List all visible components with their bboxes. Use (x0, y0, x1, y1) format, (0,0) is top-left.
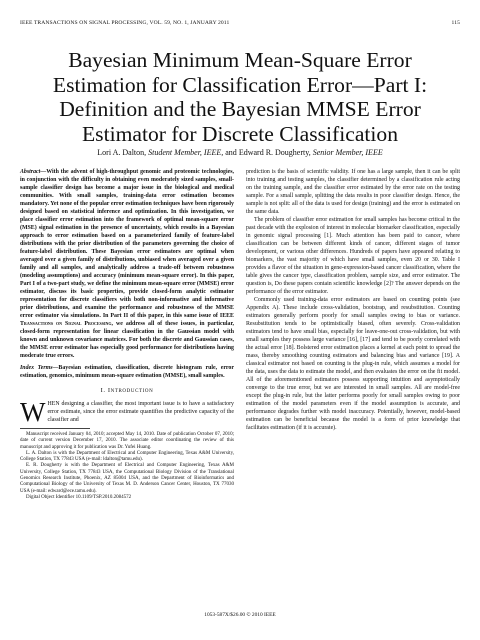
abstract (20, 168, 234, 360)
author-affiliation: Senior Member, IEEE (312, 148, 383, 157)
title-line: Definition and the Bayesian MMSE Error (59, 97, 421, 122)
title-line: Bayesian Minimum Mean-Square Error (68, 48, 412, 72)
index-terms-body: Bayesian estimation, classification, discrete histogram rule, error estimation, genomics, minimum mean-square estimation (MMSE), small samples. (20, 365, 234, 379)
index-terms-label: Index Terms— (20, 365, 59, 371)
body-paragraph: Commonly used training-data error estimators are based on counting points (see Appendix A). These include cross-validation, bootstrap, and resubstitution. Counting estimators generally perform poorly for small samples owing to bias or variance. Resubstitution tends to be optimistically biased, often severely. Cross-validation estimators tend to have small bias, especially for leave-one-out cross-validation, but with small samples they possess large variance [16], [17] and tend to be poorly correlated with the actual error [18]. Bolstered error estimation places a kernel at each point to spread the mass, thereby smoothing counting estimators and balancing bias and variance [19]. A classical estimator not based on counting is the plug-in rule, which assumes a model for the data, uses the data to estimate the model, and then evaluates the error on the fit model. All of the aforementioned estimators possess supporting intuition and asymptotically converge to the true error, but we are interested in small samples. All are model-free except the plug-in rule, but the latter performs poorly for small samples owing to poor estimation of the model parameters even if the model assumption is accurate, and performance degrades further with model inaccuracy. Potentially, however, model-based estimation can be beneficial because the model is a form of prior knowledge that facilitates estimation (if it is accurate). (246, 297, 460, 431)
body-paragraph: prediction is the basis of scientific validity. If one has a large sample, then it can be split into training and testing samples, the classifier determined by a classification rule acting on the training sample, and the classifier error estimated by the error rate on the testing sample. For a small sample, splitting the data results in poor classifier design. Hence, the sample is not split: all of the data is used for design (training) and the error is estimated on the same data. (246, 169, 460, 215)
footnote-dougherty: E. R. Dougherty is with the Department of Electrical and Computer Engineering, Texas A&M University, College Station, TX 77843 USA, the Computational Biology Division of the Translational Genomics Research Institute, Phoenix, AZ 85004 USA, and the Department of Bioinformatics and Computational Biology of the University of Texas M. D. Anderson Cancer Center, Houston, TX 77030 USA (e-mail: edward@ece.tamu.edu). (20, 463, 234, 494)
author-line (20, 148, 460, 157)
introduction-text: HEN designing a classifier, the most important issue is to have a satisfactory error estimate, since the error estimate quantifies the predictive capacity of the classifier and (47, 401, 234, 423)
journal-header: IEEE TRANSACTIONS ON SIGNAL PROCESSING, VOL. 59, NO. 1, JANUARY 2011 (20, 20, 230, 26)
copyright-footer: 1053-587X/$26.00 © 2010 IEEE (204, 612, 276, 618)
abstract-text (20, 168, 234, 360)
running-head (20, 20, 460, 30)
journal-reference: IEEE Transactions on Signal Processing (20, 313, 234, 327)
title-line: Estimator for Discrete Classification (81, 121, 399, 146)
right-column (246, 168, 460, 432)
introduction-lead (20, 397, 234, 427)
index-terms-text (20, 364, 234, 380)
title-line: Estimation for Classification Error—Part I: (52, 72, 428, 97)
author-connector: and (225, 148, 237, 157)
left-column (20, 168, 234, 501)
footnote-received: Manuscript received January 04, 2010; accepted May 14, 2010. Date of publication October 07, 2010; date of current version December 17, 2010. The associate editor coordinating the review of this manuscript and approving it for publication was Dr. Yufei Huang. (20, 432, 234, 450)
body-paragraph: The problem of classifier error estimation for small samples has become critical in the past decade with the explosion of interest in molecular biomarker classification, especially in genomic signal processing [1]. Much attention has been paid to cancer, where classification can be between different kinds of cancer, different stages of tumor development, or various other differences. Hundreds of papers have appeared relating to biomarkers, the vast majority of which have small samples, even 20 or 30. Table I provides a flavor of the situation in gene-expression-based cancer classification, where the table gives the cancer type, classification problem, sample size, and error estimator. The question is, Do these papers contain scientific knowledge [2]? The answer depends on the performance of the error estimator. (246, 217, 460, 295)
author-name: Edward R. Dougherty, (238, 148, 311, 157)
author-name: Lori A. Dalton, (97, 148, 147, 157)
paper-title (40, 48, 440, 146)
section-heading: I. Introduction (100, 387, 154, 394)
footnote-dalton: L. A. Dalton is with the Department of Electrical and Computer Engineering, Texas A&M University, College Station, TX 77843 USA (e-mail: ldalton@tamu.edu). (20, 450, 234, 463)
index-terms (20, 364, 234, 380)
abstract-body-end: , we address all of these issues, in particular, closed-form representation for linear classification in the Gaussian model with known and unknown covariance matrices. For both the discrete and Gaussian cases, the MMSE error estimator has especially good performance for distributions having moderate true errors. (20, 321, 234, 359)
drop-cap: W (20, 397, 46, 427)
author-affiliation: Student Member, IEEE, (148, 148, 224, 157)
abstract-label: Abstract— (20, 169, 47, 175)
page-number: 115 (451, 20, 460, 26)
footnote-doi: Digital Object Identifier 10.1109/TSP.2010.2084572 (26, 494, 132, 500)
footnote-divider (20, 428, 90, 429)
abstract-body: With the advent of high-throughput genomic and proteomic technologies, in conjunction with the difficulty in obtaining even moderately sized samples, small-sample classifier design has become a major issue in the biological and medical communities. With small samples, training-data error estimation becomes mandatory. Yet none of the popular error estimation techniques have been rigorously designed based on statistical inference and optimization. In this investigation, we place classifier error estimation into the framework of optimal mean-square error (MSE) signal estimation in the presence of uncertainty, which results in a Bayesian approach to error estimation based on a parameterized family of feature-label distributions with the prior distribution of the parameters governing the choice of feature-label distribution. These Bayesian error estimators are optimal when averaged over a given family of distributions, unbiased when averaged over a given family and all samples, and analytically address a trade-off between robustness (modeling assumptions) and accuracy (minimum mean-square error). In this paper, Part I of a two-part study, we define the minimum mean-square error (MMSE) error estimator, discuss its basic properties, provide closed-form analytic estimator representation for discrete classifiers with both non-informative and informative prior distributions, and examine the performance and robustness of the MMSE error estimator via simulations. In Part II of this paper, in this same issue of (20, 169, 234, 319)
